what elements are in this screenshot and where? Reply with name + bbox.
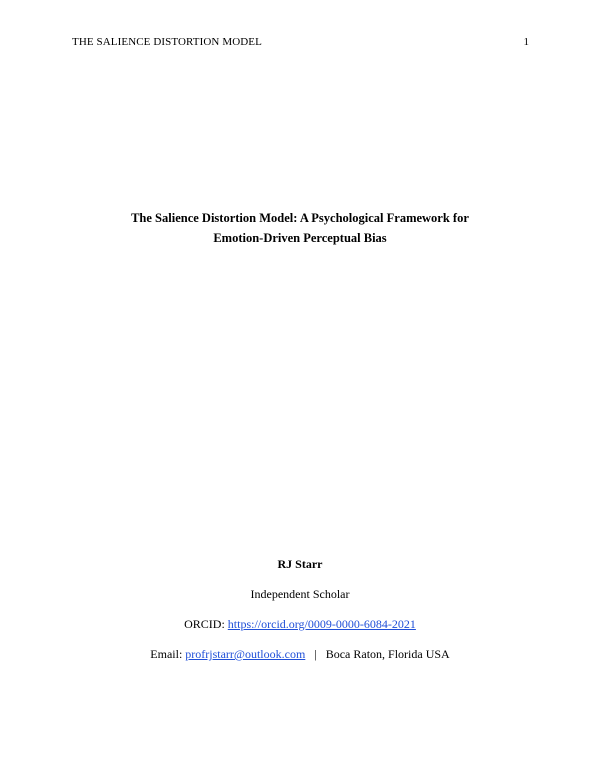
- author-affiliation: Independent Scholar: [250, 587, 350, 601]
- orcid-link[interactable]: https://orcid.org/0009-0000-6084-2021: [227, 617, 416, 631]
- email-label: Email:: [150, 647, 183, 661]
- page-number: 1: [523, 36, 529, 48]
- separator: |: [314, 647, 317, 661]
- email-link[interactable]: profrjstarr@outlook.com: [185, 647, 306, 661]
- title-line-1: The Salience Distortion Model: A Psychological Framework for: [131, 211, 469, 225]
- running-head: THE SALIENCE DISTORTION MODEL: [72, 36, 262, 48]
- title-line-2: Emotion-Driven Perceptual Bias: [213, 231, 387, 245]
- orcid-label: ORCID:: [184, 617, 225, 631]
- paper-title: [72, 208, 528, 248]
- email-line: [72, 646, 528, 662]
- author-location: Boca Raton, Florida USA: [325, 647, 450, 661]
- orcid-line: [72, 616, 528, 632]
- author-block: [72, 556, 528, 662]
- author-name: RJ Starr: [277, 557, 323, 571]
